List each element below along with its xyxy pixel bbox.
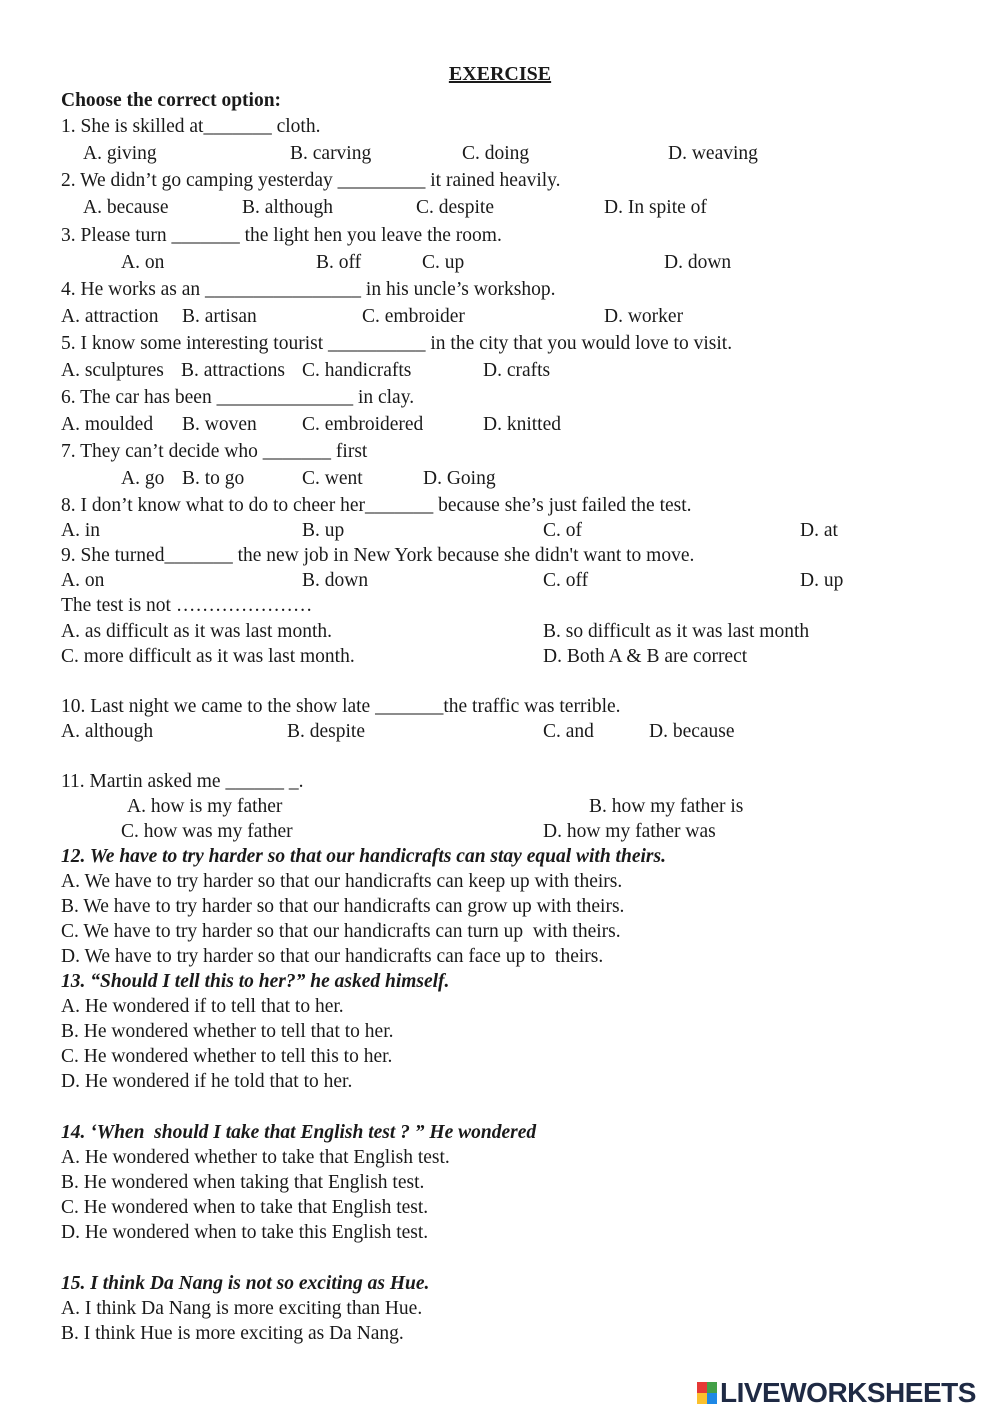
q1-option-c[interactable]: C. doing [462, 143, 530, 164]
q2-option-c[interactable]: C. despite [416, 197, 494, 218]
q3-option-d[interactable]: D. down [664, 252, 732, 273]
q1-option-d[interactable]: D. weaving [668, 143, 758, 164]
q8-stem: 8. I don’t know what to do to cheer her_______ because she’s just failed the test. [61, 495, 692, 516]
q1-option-b[interactable]: B. carving [290, 143, 372, 164]
q13-option-b[interactable]: B. He wondered whether to tell that to her. [61, 1021, 394, 1042]
q14-option-b[interactable]: B. He wondered when taking that English test. [61, 1172, 425, 1193]
q3-stem: 3. Please turn _______ the light hen you leave the room. [61, 225, 502, 246]
q4-option-a[interactable]: A. attraction [61, 306, 159, 327]
q5-stem: 5. I know some interesting tourist __________ in the city that you would love to visit. [61, 333, 733, 354]
q4-option-c[interactable]: C. embroider [362, 306, 465, 327]
q11-option-b[interactable]: B. how my father is [589, 796, 744, 817]
q5-option-d[interactable]: D. crafts [483, 360, 551, 381]
q4-option-b[interactable]: B. artisan [182, 306, 257, 327]
q6-option-b[interactable]: B. woven [182, 414, 257, 435]
q12-option-d[interactable]: D. We have to try harder so that our handicrafts can face up to theirs. [61, 946, 604, 967]
q9-option-c[interactable]: C. off [543, 570, 589, 591]
q13-option-d[interactable]: D. He wondered if he told that to her. [61, 1071, 353, 1092]
liveworksheets-logo [697, 1378, 976, 1408]
q10-option-c[interactable]: C. and [543, 721, 594, 742]
q13-stem: 13. “Should I tell this to her?” he asked himself. [61, 971, 450, 992]
q11-option-d[interactable]: D. how my father was [543, 821, 716, 842]
q7-option-b[interactable]: B. to go [182, 468, 245, 489]
q14-option-d[interactable]: D. He wondered when to take this English test. [61, 1222, 429, 1243]
q5-option-b[interactable]: B. attractions [181, 360, 285, 381]
q3-option-a[interactable]: A. on [121, 252, 165, 273]
logo-mark-icon [697, 1382, 717, 1404]
q5-option-c[interactable]: C. handicrafts [302, 360, 412, 381]
q6-option-c[interactable]: C. embroidered [302, 414, 424, 435]
q9-option-a[interactable]: A. on [61, 570, 105, 591]
q6-option-a[interactable]: A. moulded [61, 414, 154, 435]
q9b-option-c[interactable]: C. more difficult as it was last month. [61, 646, 355, 667]
q4-stem: 4. He works as an ________________ in his uncle’s workshop. [61, 279, 556, 300]
q13-option-a[interactable]: A. He wondered if to tell that to her. [61, 996, 344, 1017]
q10-option-d[interactable]: D. because [649, 721, 735, 742]
q10-option-b[interactable]: B. despite [287, 721, 365, 742]
q9b-stem: The test is not ………………… [61, 595, 313, 616]
q11-option-a[interactable]: A. how is my father [127, 796, 283, 817]
q15-option-b[interactable]: B. I think Hue is more exciting as Da Nang. [61, 1323, 404, 1344]
page-title: EXERCISE [448, 63, 552, 85]
q12-option-c[interactable]: C. We have to try harder so that our handicrafts can turn up with theirs. [61, 921, 621, 942]
q9b-option-b[interactable]: B. so difficult as it was last month [543, 621, 810, 642]
q2-stem: 2. We didn’t go camping yesterday _________ it rained heavily. [61, 170, 561, 191]
q10-stem: 10. Last night we came to the show late _______the traffic was terrible. [61, 696, 621, 717]
q6-option-d[interactable]: D. knitted [483, 414, 561, 435]
q13-option-c[interactable]: C. He wondered whether to tell this to her. [61, 1046, 393, 1067]
q9b-option-a[interactable]: A. as difficult as it was last month. [61, 621, 332, 642]
q11-stem: 11. Martin asked me ______ _. [61, 771, 304, 792]
q11-option-c[interactable]: C. how was my father [121, 821, 293, 842]
q14-stem: 14. ‘When should I take that English test ? ” He wondered [61, 1122, 537, 1143]
q12-option-b[interactable]: B. We have to try harder so that our handicrafts can grow up with theirs. [61, 896, 625, 917]
q7-option-d[interactable]: D. Going [423, 468, 496, 489]
q15-stem: 15. I think Da Nang is not so exciting as Hue. [61, 1273, 430, 1294]
q3-option-b[interactable]: B. off [316, 252, 362, 273]
q8-option-a[interactable]: A. in [61, 520, 100, 541]
q14-option-a[interactable]: A. He wondered whether to take that English test. [61, 1147, 450, 1168]
q6-stem: 6. The car has been ______________ in clay. [61, 387, 415, 408]
logo-text: LIVEWORKSHEETS [720, 1377, 976, 1408]
q8-option-d[interactable]: D. at [800, 520, 838, 541]
q8-option-c[interactable]: C. of [543, 520, 582, 541]
q7-option-c[interactable]: C. went [302, 468, 363, 489]
q12-stem: 12. We have to try harder so that our handicrafts can stay equal with theirs. [61, 846, 666, 867]
q10-option-a[interactable]: A. although [61, 721, 154, 742]
q9-option-b[interactable]: B. down [302, 570, 369, 591]
q2-option-d[interactable]: D. In spite of [604, 197, 707, 218]
q1-stem: 1. She is skilled at_______ cloth. [61, 116, 321, 137]
q12-option-a[interactable]: A. We have to try harder so that our handicrafts can keep up with theirs. [61, 871, 623, 892]
q3-option-c[interactable]: C. up [422, 252, 465, 273]
q9-option-d[interactable]: D. up [800, 570, 844, 591]
q9b-option-d[interactable]: D. Both A & B are correct [543, 646, 748, 667]
q4-option-d[interactable]: D. worker [604, 306, 684, 327]
q7-option-a[interactable]: A. go [121, 468, 165, 489]
q2-option-b[interactable]: B. although [242, 197, 333, 218]
q14-option-c[interactable]: C. He wondered when to take that English test. [61, 1197, 429, 1218]
q5-option-a[interactable]: A. sculptures [61, 360, 164, 381]
q7-stem: 7. They can’t decide who _______ first [61, 441, 368, 462]
q9-stem: 9. She turned_______ the new job in New York because she didn't want to move. [61, 545, 695, 566]
q2-option-a[interactable]: A. because [83, 197, 169, 218]
q15-option-a[interactable]: A. I think Da Nang is more exciting than Hue. [61, 1298, 423, 1319]
q1-option-a[interactable]: A. giving [83, 143, 157, 164]
instruction: Choose the correct option: [61, 90, 282, 111]
q8-option-b[interactable]: B. up [302, 520, 345, 541]
